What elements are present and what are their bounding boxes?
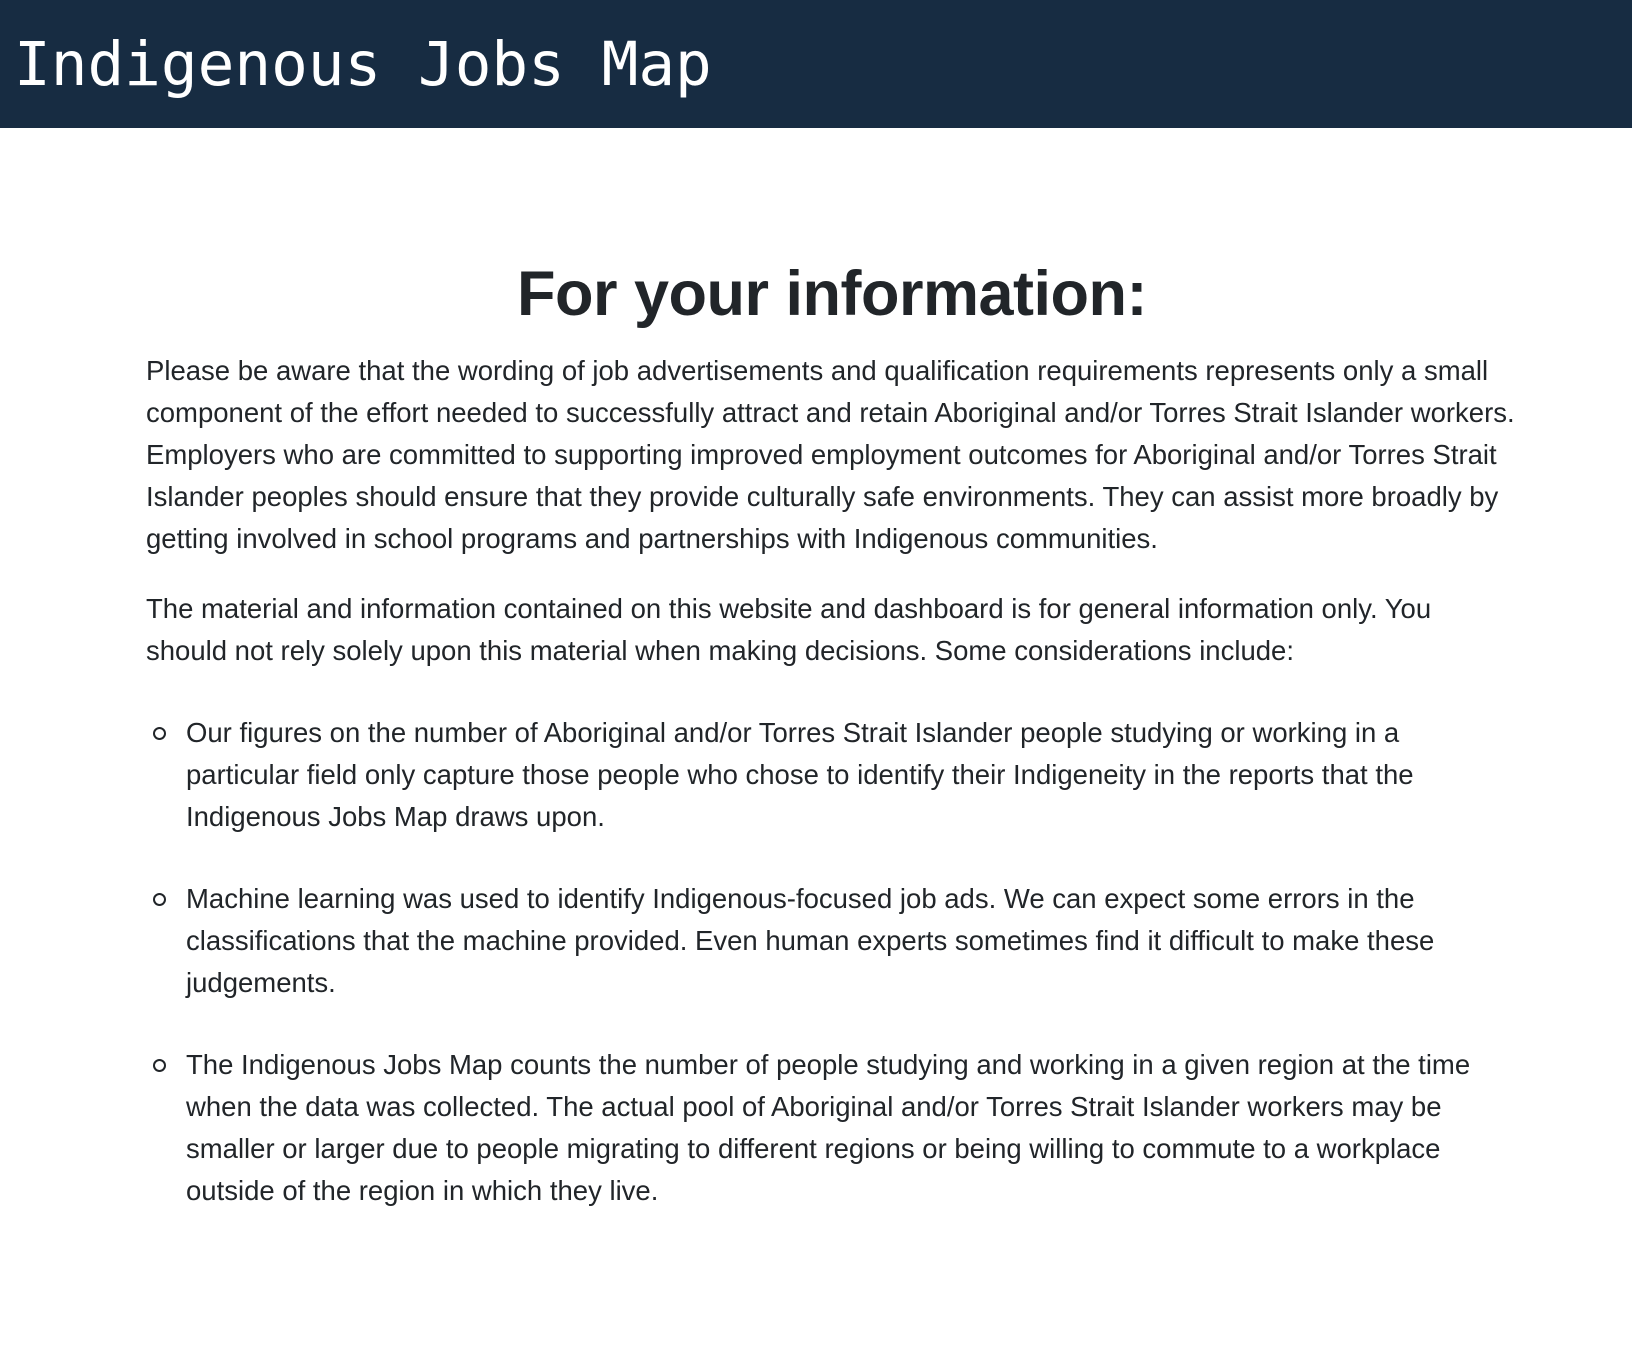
list-item: [146, 712, 1518, 838]
considerations-list: [146, 712, 1518, 1212]
circle-bullet-icon: [153, 1059, 166, 1072]
info-content: [146, 254, 1518, 1252]
list-item: [146, 1044, 1518, 1212]
circle-bullet-icon: [153, 893, 166, 906]
consideration-text: Machine learning was used to identify Indigenous-focused job ads. We can expect some errors in the classifications that the machine provided. Even human experts sometimes find it difficult to make these judgements.: [186, 883, 1435, 998]
page-title: For your information:: [517, 259, 1147, 329]
disclaimer-paragraph: The material and information contained on this website and dashboard is for general information only. You should not rely solely upon this material when making decisions. Some considerations include:: [146, 593, 1432, 666]
consideration-text: Our figures on the number of Aboriginal and/or Torres Strait Islander people studying or working in a particular field only capture those people who chose to identify their Indigeneity in the reports that the Indigenous Jobs Map draws upon.: [186, 717, 1414, 832]
intro-paragraph: Please be aware that the wording of job advertisements and qualification requirements represents only a small component of the effort needed to successfully attract and retain Aboriginal and/or Torres Strait Islander workers. Employers who are committed to supporting improved employment outcomes for Aboriginal and/or Torres Strait Islander peoples should ensure that they provide culturally safe environments. They can assist more broadly by getting involved in school programs and partnerships with Indigenous communities.: [146, 355, 1515, 554]
circle-bullet-icon: [153, 727, 166, 740]
top-header-bar: [0, 0, 1632, 128]
list-item: [146, 878, 1518, 1004]
consideration-text: The Indigenous Jobs Map counts the number of people studying and working in a given region at the time when the data was collected. The actual pool of Aboriginal and/or Torres Strait Islander workers may be smaller or larger due to people migrating to different regions or being willing to commute to a workplace outside of the region in which they live.: [186, 1049, 1471, 1206]
app-title[interactable]: Indigenous Jobs Map: [14, 29, 712, 100]
